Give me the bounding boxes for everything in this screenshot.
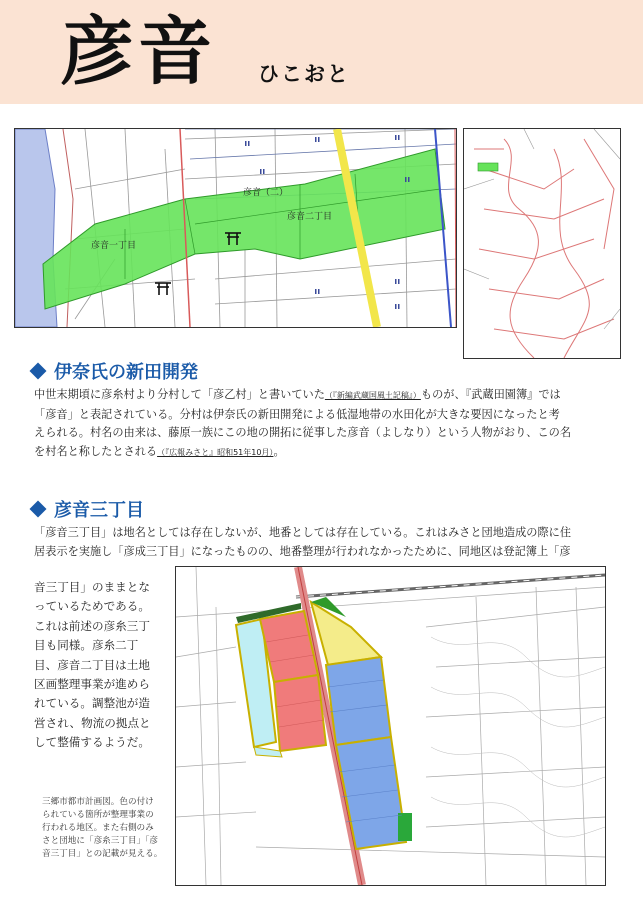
diamond-bullet-icon (30, 363, 47, 380)
section2-paragraph (34, 524, 634, 561)
section2-line1: 「彦音三丁目」は地名としては存在しないが、地番としては存在している。これはみさと団地造成の際に住 (34, 526, 572, 539)
section2-heading (32, 496, 144, 522)
section2-line2: 居表示を実施し「彦成三丁目」になったものの、地番整理が行われなかったために、同地区は登記簿上「彦 (34, 544, 571, 558)
diamond-bullet-icon (30, 501, 47, 518)
right-map (463, 128, 621, 359)
section1-heading-text: 伊奈氏の新田開発 (54, 362, 198, 383)
section1-paragraph (34, 386, 634, 462)
section1-line2: 「彦音」と表記されている。分村は伊奈氏の新田開発による低湿地帯の水田化が大きな要因になったと考 (34, 407, 560, 421)
label-chome2: 彦音二丁目 (287, 212, 333, 222)
page-title: 彦音 (60, 9, 216, 95)
top-map (14, 128, 457, 328)
title-reading: ひこおと (258, 62, 350, 86)
section2-heading-text: 彦音三丁目 (54, 500, 144, 521)
section1-line4: を村名と称したとされる（『広報みさと』昭和51年10月）。 (34, 444, 285, 458)
city-plan-map (175, 566, 606, 886)
label-chome2-paren: 彦音（二） (243, 188, 289, 198)
section1-line3: えられる。村名の由来は、藤原一族にこの地の開拓に従事した彦音（よしなり）という人物がおり、この名 (34, 426, 572, 439)
section1-line1: 中世末期頃に彦糸村より分村して「彦乙村」と書いていた（『新編武蔵国風土記稿』）ものが、『武蔵田園簿』では (34, 388, 561, 401)
header-band (0, 0, 643, 104)
top-map-drawing (15, 129, 456, 327)
section2-side-text: 音三丁目」のままとな っているためである。 これは前述の彦糸三丁 目も同様。彦糸二丁 目、彦音二丁目は土地 区画整理事業が進めら れている。調整池が造 営され、物流の拠点と して整備するようだ。 (34, 580, 151, 750)
label-chome1: 彦音一丁目 (91, 241, 137, 251)
city-plan-map-drawing (176, 567, 605, 885)
map-caption: 三郷市都市計画図。色の付け られている箇所が整理事業の 行われる地区。また右側のみ さと団地に「彦糸三丁目」「彦 音三丁目」との記載が見える。 (42, 797, 163, 859)
right-map-drawing (464, 129, 620, 358)
section1-heading (32, 358, 198, 384)
